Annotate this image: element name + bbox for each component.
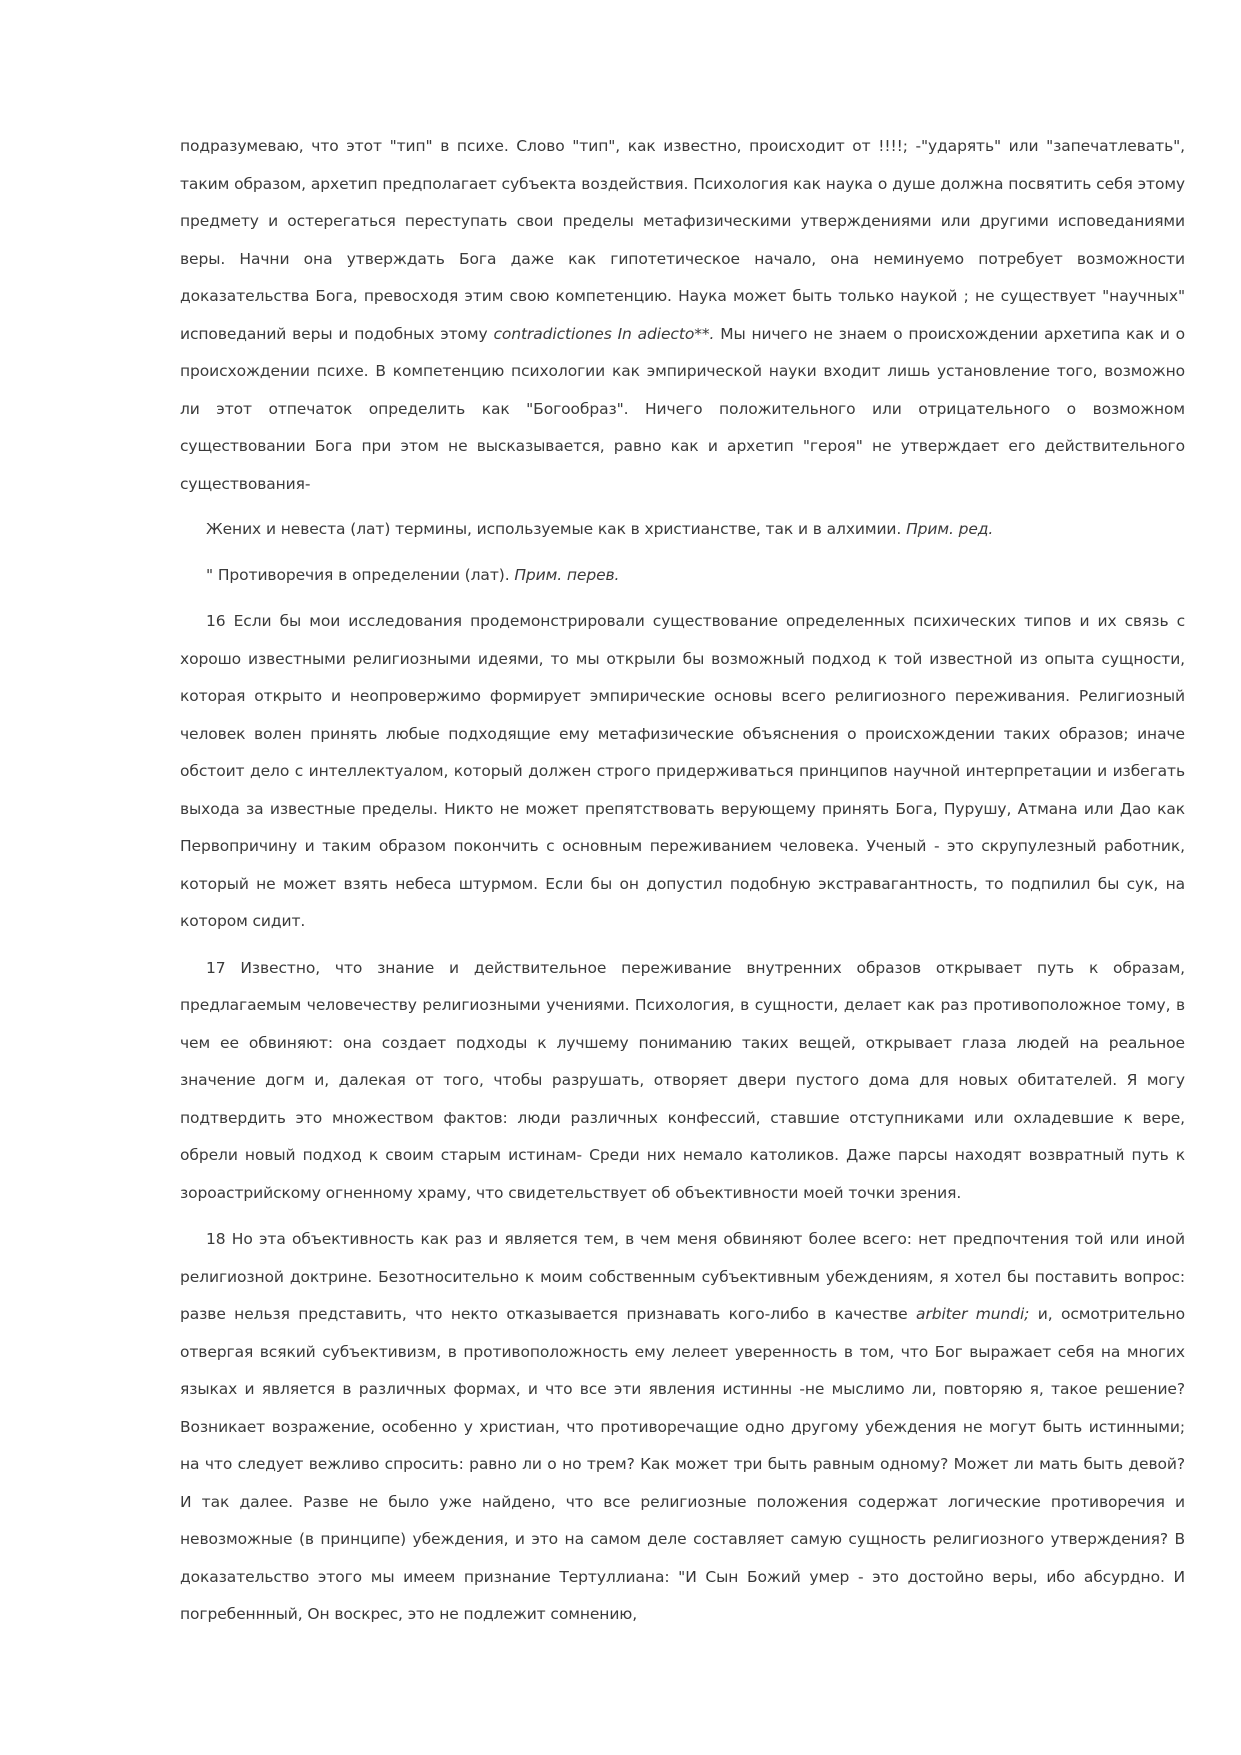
text-segment: 18 Но эта объективность как раз и является тем, в чем меня обвиняют более всего: нет предпочтения той или иной религиозной доктрине. Безотносительно к моим собственным субъективным убеждениям, я хотел бы поставить вопрос: разве нельзя представить, что некто отказывается признавать кого-либо в качестве	[180, 1230, 1185, 1323]
paragraph-18	[180, 1221, 1185, 1634]
footnote-1	[180, 511, 1185, 549]
italic-segment: contradictiones In adiecto**.	[493, 324, 715, 343]
paragraph-17	[180, 950, 1185, 1213]
text-segment: " Противоречия в определении (лат).	[206, 565, 515, 584]
paragraph-16	[180, 603, 1185, 941]
text-segment: 17 Известно, что знание и действительное переживание внутренних образов открывает путь к образам, предлагаемым человечеству религиозными учениями. Психология, в сущности, делает как раз противоположное тому, в чем ее обвиняют: она создает подходы к лучшему пониманию таких вещей, открывает глаза людей на реальное значение догм и, далекая от того, чтобы разрушать, отворяет двери пустого дома для новых обитателей. Я могу подтвердить это множеством фактов: люди различных конфессий, ставшие отступниками или охладевшие к вере, обрели новый подход к своим старым истинам- Среди них немало католиков. Даже парсы находят возвратный путь к зороастрийскому огненному храму, что свидетельствует об объективности моей точки зрения.	[180, 958, 1185, 1202]
text-segment: и, осмотрительно отвергая всякий субъективизм, в противоположность ему лелеет уверенность в том, что Бог выражает себя на многих языках и является в различных формах, и что все эти явления истинны -не мыслимо ли, повторяю я, такое решение? Возникает возражение, особенно у христиан, что противоречащие одно другому убеждения не могут быть истинными; на что следует вежливо спросить: равно ли о но трем? Как может три быть равным одному? Может ли мать быть девой? И так далее. Разве не было уже найдено, что все религиозные положения содержат логические противоречия и невозможные (в принципе) убеждения, и это на самом деле составляет самую сущность религиозного утверждения? В доказательство этого мы имеем признание Тертуллиана: "И Сын Божий умер - это достойно веры, ибо абсурдно. И погребеннный, Он воскрес, это не подлежит сомнению,	[180, 1305, 1185, 1623]
text-segment: Мы ничего не знаем о происхождении архетипа как и о происхождении психе. В компетенцию психологии как эмпирической науки входит лишь установление того, возможно ли этот отпечаток определить как "Богообраз". Ничего положительного или отрицательного о возможном существовании Бога при этом не высказывается, равно как и архетип "героя" не утверждает его действительного существования-	[180, 324, 1185, 493]
footnote-2	[180, 557, 1185, 595]
text-segment: подразумеваю, что этот "тип" в психе. Слово "тип", как известно, происходит от !!!!; -"ударять" или "запечатлевать", таким образом, архетип предполагает субъекта воздействия. Психология как наука о душе должна посвятить себя этому предмету и остерегаться переступать свои пределы метафизическими утверждениями или другими исповеданиями веры. Начни она утверждать Бога даже как гипотетическое начало, она неминуемо потребует возможности доказательства Бога, превосходя этим свою компетенцию. Наука может быть только наукой ; не существует "научных" исповеданий веры и подобных этому	[180, 137, 1185, 343]
document-page	[180, 128, 1185, 1634]
text-segment: Жених и невеста (лат) термины, используемые как в христианстве, так и в алхимии.	[206, 520, 907, 538]
text-segment: 16 Если бы мои исследования продемонстрировали существование определенных психических типов и их связь с хорошо известными религиозными идеями, то мы открыли бы возможный подход к той известной из опыта сущности, которая открыто и неопровержимо формирует эмпирические основы всего религиозного переживания. Религиозный человек волен принять любые подходящие ему метафизические объяснения о происхождении таких образов; иначе обстоит дело с интеллектуалом, который должен строго придерживаться принципов научной интерпретации и избегать выхода за известные пределы. Никто не может препятствовать верующему принять Бога, Пурушу, Атмана или Дао как Первопричину и таким образом покончить с основным переживанием человека. Ученый - это скрупулезный работник, который не может взять небеса штурмом. Если бы он допустил подобную экстравагантность, то подпилил бы сук, на котором сидит.	[180, 612, 1185, 930]
italic-segment: Прим. ред.	[906, 520, 994, 538]
paragraph-continuation	[180, 128, 1185, 503]
italic-segment: arbiter mundi;	[916, 1305, 1030, 1323]
italic-segment: Прим. перев.	[514, 565, 620, 584]
